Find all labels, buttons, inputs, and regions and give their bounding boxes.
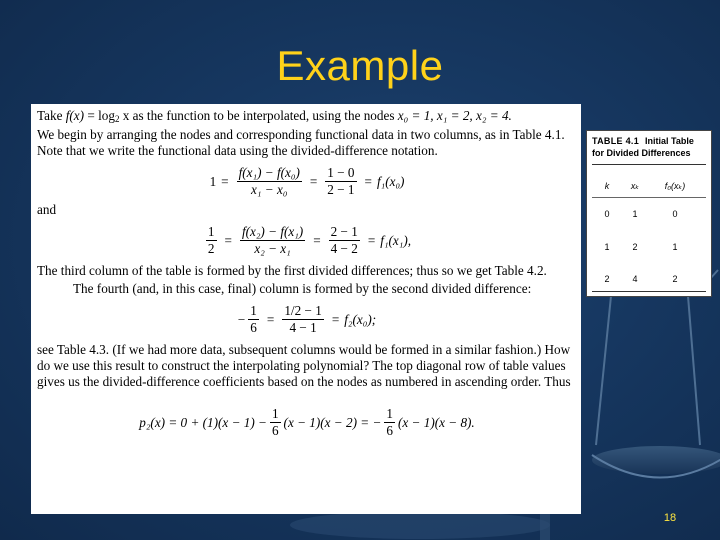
- paragraph-fourth-column: The fourth (and, in this case, final) column is formed by the second divided difference:: [73, 281, 532, 296]
- paragraph-construct: see Table 4.3. (If we had more data, subsequent columns would be formed in a similar fashion.) How do we use this result to construct the interpolating polynomial? The top diagonal row of table values gives us the divided-difference coefficients based on the nodes as numbered in ascending order. Thus: [37, 342, 571, 389]
- table-caption-line-1: Initial Table: [645, 136, 694, 146]
- table-cell: 2: [632, 242, 638, 252]
- eq2-denominator: x₂ − x₁: [254, 241, 291, 256]
- paragraph-intro: Take $f(x) = \log_2 x$ as the function to be interpolated, using the nodes x₀ = 1, x₁ = 2, x₂ = 4.: [37, 108, 512, 124]
- table-cell: 1: [632, 209, 638, 219]
- eq2-fraction-a: [240, 224, 305, 257]
- column-header-k: k: [604, 181, 610, 191]
- eq2-denominator-2: 4 − 2: [330, 241, 358, 256]
- table-row: [592, 274, 706, 288]
- eq2-numerator-2: 2 − 1: [330, 224, 358, 239]
- table-label: TABLE 4.1: [592, 136, 640, 146]
- eq2-lhs-den: 2: [207, 241, 215, 256]
- equation-4: [37, 406, 577, 439]
- eq1-numerator-2: 1 − 0: [327, 165, 355, 180]
- intro-text-2: x as the function to be interpolated, using the nodes: [122, 108, 395, 123]
- paragraph-third-column: The third column of the table is formed by the first divided differences; thus so we get Table 4.2.: [37, 263, 547, 278]
- table-row: [592, 209, 706, 223]
- table-bottom-rule: [592, 291, 706, 292]
- textbook-excerpt: [31, 104, 581, 514]
- eq4-f1-den: 6: [271, 423, 279, 438]
- slide-title: Example: [276, 42, 444, 89]
- eq4-part-c: (x − 1)(x − 8).: [397, 414, 475, 430]
- divided-difference-table: [586, 130, 712, 297]
- table-cell: 1: [604, 242, 610, 252]
- table-top-rule: [592, 164, 706, 165]
- eq3-lhs-den: 6: [250, 320, 257, 335]
- table-row: [592, 242, 706, 256]
- intro-text: Take: [37, 108, 63, 123]
- table-caption-line-2: for Divided Differences: [592, 148, 691, 158]
- eq4-f1-num: 1: [271, 406, 279, 421]
- eq3-numerator: 1/2 − 1: [284, 303, 322, 318]
- eq2-rhs: f₁(x₁),: [380, 232, 412, 248]
- eq4-f2-num: 1: [386, 406, 393, 421]
- equation-1: 1 = $\frac{\text{f(x₁) − f(x₀)}}{\text{x₁ − x₀}}$ = $\frac{1 - 0}{2 - 1}$ = f₁(x₀): [209, 165, 405, 197]
- table-cell: 0: [672, 209, 678, 219]
- eq1-lhs: 1: [209, 173, 217, 189]
- table-caption: [587, 131, 711, 159]
- eq2-lhs-num: 1: [207, 224, 215, 239]
- table-header-row: [592, 181, 706, 195]
- eq1-fraction-b: [325, 165, 356, 198]
- eq1-rhs: f₁(x₀): [376, 173, 405, 189]
- eq4-fraction-1: [270, 406, 281, 439]
- table-cell: 2: [604, 274, 610, 284]
- log-text: = log: [87, 108, 115, 123]
- eq3-lhs-num: 1: [250, 303, 257, 318]
- table-cell: 2: [672, 274, 678, 284]
- eq4-f2-den: 6: [386, 423, 393, 438]
- and-word: and: [37, 202, 57, 217]
- table-header-rule: [592, 197, 706, 198]
- function-symbol: f(x): [65, 108, 85, 123]
- eq1-denominator-2: 2 − 1: [327, 182, 355, 197]
- table-cell: 0: [604, 209, 610, 219]
- eq1-denominator: x₁ − x₀: [251, 182, 288, 197]
- eq1-fraction-a: [237, 165, 302, 198]
- eq3-denominator: 4 − 1: [289, 320, 317, 335]
- table-cell: 4: [632, 274, 638, 284]
- eq4-part-a: p₂(x) = 0 + (1)(x − 1) −: [139, 414, 267, 430]
- equation-2: $\frac{1}{2}$ = $\frac{\text{f(x₂) − f(x₁)}}{\text{x₂ − x₁}}$ = $\frac{2 - 1}{4 - 2}$ = f₁(x₁),: [207, 224, 412, 256]
- column-header-xk: xₖ: [630, 181, 640, 191]
- column-header-f0: f₀(xₖ): [664, 181, 686, 191]
- eq1-numerator: f(x₁) − f(x₀): [238, 165, 300, 180]
- eq4-fraction-2: [384, 406, 395, 439]
- table-cell: 1: [672, 242, 678, 252]
- equation-3: − $\frac{1}{6}$ = $\frac{1/2 - 1}{4 - 1}$ = f₂(x₀);: [237, 303, 377, 335]
- eq4-part-b: (x − 1)(x − 2) = −: [283, 414, 382, 430]
- eq2-numerator: f(x₂) − f(x₁): [241, 224, 304, 239]
- eq3-rhs: f₂(x₀);: [344, 311, 377, 327]
- eq3-fraction: [282, 303, 323, 336]
- nodes-text: x₀ = 1, x₁ = 2, x₂ = 4.: [397, 108, 512, 123]
- eq2-lhs: [206, 224, 217, 257]
- eq2-fraction-b: [329, 224, 360, 257]
- page-number: 18: [663, 512, 677, 524]
- eq3-lhs: [248, 303, 259, 336]
- eq3-sign: −: [237, 311, 246, 327]
- paragraph-arrange: We begin by arranging the nodes and corresponding functional data in two columns, as in Table 4.1. Note that we write the functional data using the divided-difference notation.: [37, 127, 565, 158]
